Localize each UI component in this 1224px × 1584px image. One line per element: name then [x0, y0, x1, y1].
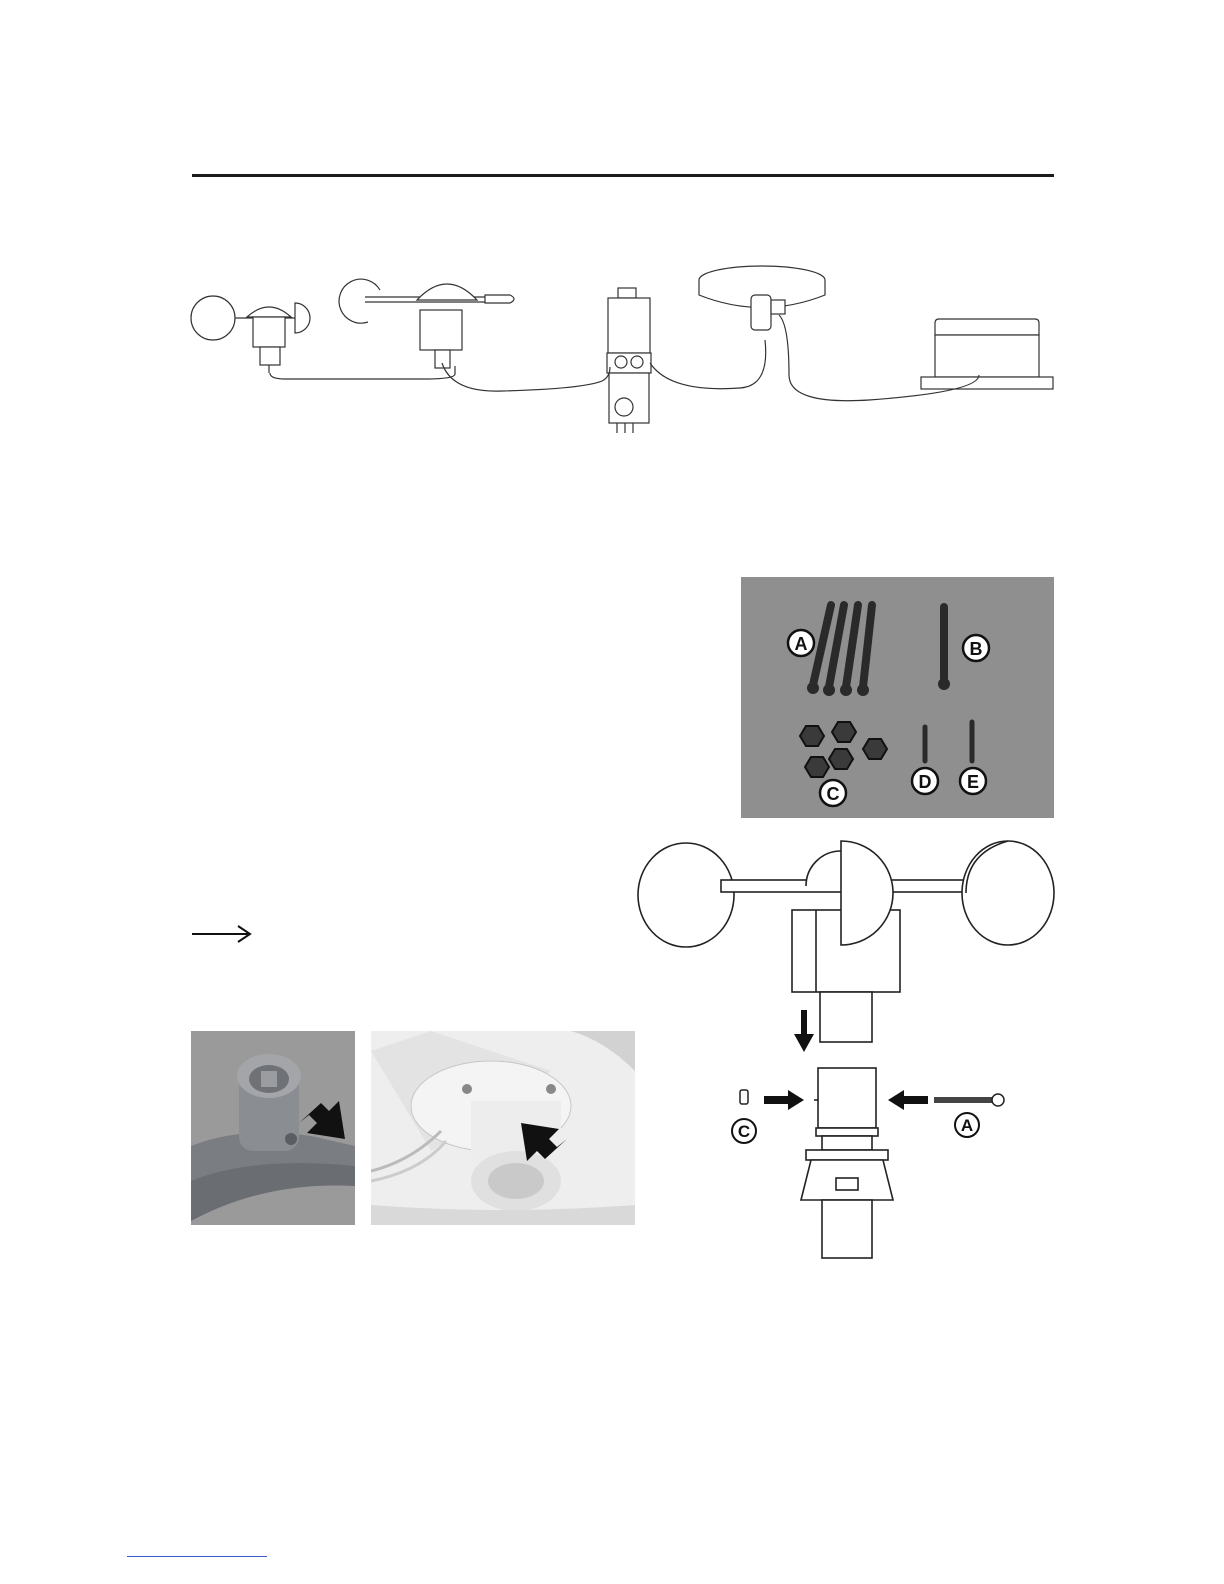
right-arrow-icon [764, 1090, 804, 1110]
note-arrow-icon [190, 920, 254, 948]
nut-icon [740, 1090, 748, 1104]
system-overview-illustration [185, 255, 1060, 440]
anemometer-socket-photo-drawing [371, 1031, 635, 1225]
base-station-small-icon [921, 319, 1053, 389]
mast-tube [818, 1068, 876, 1128]
label-a: A [794, 634, 808, 654]
sensor-stem [820, 992, 872, 1042]
transmitter-small-icon [607, 288, 651, 433]
screws-photo [741, 577, 1054, 818]
footer-link-underline [127, 1556, 267, 1557]
anemometer-assembly-diagram [636, 838, 1056, 1258]
label-c: C [826, 784, 840, 804]
diagram-label-a: A [960, 1116, 974, 1135]
label-b: B [969, 639, 983, 659]
label-e: E [966, 772, 980, 792]
rain-gauge-small-icon [699, 266, 825, 330]
left-arrow-icon [888, 1090, 928, 1110]
left-cup [638, 843, 734, 947]
anemometer-socket-photo [371, 1031, 635, 1225]
mast-socket-photo [191, 1031, 355, 1225]
anemometer-small-icon [191, 296, 310, 373]
screws-photo-drawing [741, 577, 1054, 818]
right-cup [962, 841, 1054, 945]
screw-icon [934, 1094, 1004, 1106]
header-rule [192, 174, 1054, 177]
label-d: D [918, 772, 932, 792]
mast-socket-photo-drawing [191, 1031, 355, 1225]
diagram-label-c: C [737, 1122, 751, 1141]
down-arrow-icon [794, 1010, 814, 1052]
wind-vane-small-icon [339, 279, 514, 368]
